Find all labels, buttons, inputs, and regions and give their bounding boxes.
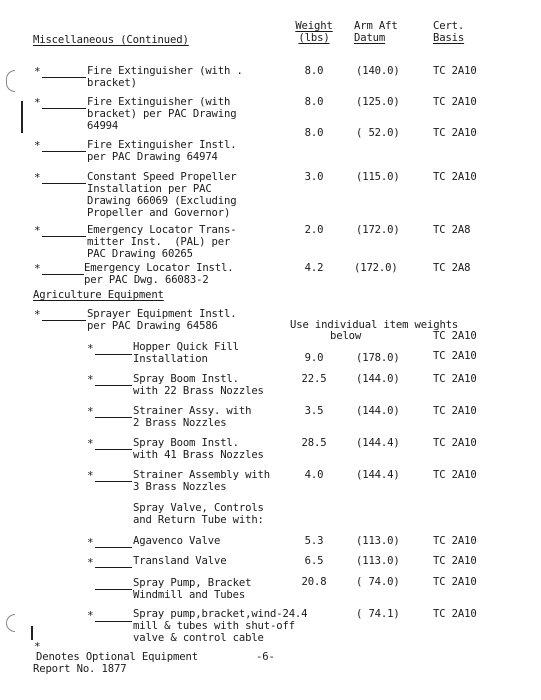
item-cert: TC 2A10 — [433, 437, 477, 449]
item-description: Propeller and Governor) — [87, 207, 231, 219]
item-arm: ( 74.1) — [356, 608, 400, 620]
item-description: Drawing 66069 (Excluding — [87, 195, 237, 207]
item-arm: (115.0) — [356, 171, 400, 183]
item-arm: (172.0) — [354, 262, 398, 274]
column-header-basis: Basis — [433, 32, 465, 44]
item-description: with 41 Brass Nozzles — [133, 449, 264, 461]
item-arm: (140.0) — [356, 65, 400, 77]
report-number: Report No. 1877 — [33, 663, 127, 675]
item-description: Fire Extinguisher (with . — [87, 65, 243, 77]
item-arm: (144.4) — [356, 469, 400, 481]
item-weight: 8.0 — [304, 96, 324, 108]
item-weight: 8.0 — [304, 127, 324, 139]
entry-blank-line — [95, 354, 132, 355]
optional-asterisk: * — [34, 224, 41, 237]
item-description: Installation — [133, 353, 208, 365]
margin-change-bar — [21, 101, 23, 133]
optional-asterisk: * — [34, 65, 41, 78]
page-number: -6- — [256, 651, 275, 663]
item-description: Spray pump,bracket,wind-24.4 — [133, 608, 308, 620]
item-cert: TC 2A10 — [433, 96, 477, 108]
item-arm: (113.0) — [356, 535, 400, 547]
item-weight: 5.3 — [304, 535, 324, 547]
item-cert: TC 2A10 — [433, 350, 477, 362]
item-description: bracket) per PAC Drawing — [87, 108, 237, 120]
item-description: Spray Boom Instl. — [133, 437, 239, 449]
item-weight: 4.2 — [304, 262, 324, 274]
item-weight: 6.5 — [304, 555, 324, 567]
column-header-datum: Datum — [354, 32, 386, 44]
margin-bracket-mark — [6, 70, 15, 92]
optional-asterisk: * — [34, 308, 41, 321]
item-description: per PAC Drawing 64586 — [87, 320, 218, 332]
entry-blank-line — [95, 621, 132, 622]
item-cert: TC 2A10 — [433, 469, 477, 481]
item-weight: 22.5 — [301, 373, 327, 385]
item-weight: 8.0 — [304, 65, 324, 77]
item-description: per PAC Drawing 64974 — [87, 151, 218, 163]
item-description: Agavenco Valve — [133, 535, 221, 547]
item-cert: TC 2A10 — [433, 405, 477, 417]
column-header-weight: Weight — [295, 20, 333, 32]
item-description: 3 Brass Nozzles — [133, 481, 227, 493]
optional-asterisk: * — [87, 536, 94, 549]
item-description: Strainer Assy. with — [133, 405, 252, 417]
item-arm: (144.0) — [356, 373, 400, 385]
entry-blank-line — [42, 151, 86, 152]
item-description: Emergency Locator Instl. — [84, 262, 234, 274]
item-description: per PAC Dwg. 66083-2 — [84, 274, 209, 286]
item-description: bracket) — [87, 77, 137, 89]
margin-bracket-mark — [6, 614, 15, 632]
section-title-miscellaneous: Miscellaneous (Continued) — [33, 34, 189, 46]
item-description: Sprayer Equipment Instl. — [87, 308, 237, 320]
entry-blank-line — [42, 77, 86, 78]
item-description: Fire Extinguisher (with — [87, 96, 231, 108]
item-description: mill & tubes with shut-off — [133, 620, 295, 632]
item-cert: TC 2A10 — [433, 608, 477, 620]
item-arm: (178.0) — [356, 352, 400, 364]
item-description: with 22 Brass Nozzles — [133, 385, 264, 397]
item-cert: TC 2A10 — [433, 65, 477, 77]
entry-blank-line — [95, 481, 132, 482]
item-arm: (144.4) — [356, 437, 400, 449]
weights-note: Use individual item weights — [290, 319, 459, 331]
footer-note: Denotes Optional Equipment — [36, 651, 198, 663]
item-description: Emergency Locator Trans- — [87, 224, 237, 236]
optional-asterisk: * — [34, 171, 41, 184]
item-cert: TC 2A8 — [433, 224, 471, 236]
group-heading: Spray Valve, Controls — [133, 502, 264, 514]
entry-blank-line — [42, 274, 84, 275]
item-arm: (113.0) — [356, 555, 400, 567]
item-arm: (144.0) — [356, 405, 400, 417]
item-weight: 4.0 — [304, 469, 324, 481]
entry-blank-line — [95, 417, 132, 418]
footer-asterisk: * — [34, 640, 41, 653]
item-description: PAC Drawing 60265 — [87, 248, 193, 260]
entry-blank-line — [95, 449, 132, 450]
item-weight: 28.5 — [301, 437, 327, 449]
optional-asterisk: * — [87, 556, 94, 569]
item-description: valve & control cable — [133, 632, 264, 644]
optional-asterisk: * — [87, 609, 94, 622]
item-cert: TC 2A10 — [433, 535, 477, 547]
optional-asterisk: * — [87, 405, 94, 418]
item-cert: TC 2A8 — [433, 262, 471, 274]
entry-blank-line — [95, 547, 132, 548]
item-cert: TC 2A10 — [433, 127, 477, 139]
section-title-agriculture: Agriculture Equipment — [33, 289, 164, 301]
item-description: 2 Brass Nozzles — [133, 417, 227, 429]
entry-blank-line — [42, 108, 86, 109]
entry-blank-line — [42, 183, 86, 184]
item-description: Fire Extinguisher Instl. — [87, 139, 237, 151]
weights-note: below — [330, 330, 362, 342]
entry-blank-line — [95, 567, 132, 568]
optional-asterisk: * — [87, 342, 94, 355]
optional-asterisk: * — [87, 437, 94, 450]
item-cert: TC 2A10 — [433, 330, 477, 342]
item-cert: TC 2A10 — [433, 555, 477, 567]
item-description: Spray Boom Instl. — [133, 373, 239, 385]
item-cert: TC 2A10 — [433, 576, 477, 588]
item-cert: TC 2A10 — [433, 373, 477, 385]
optional-asterisk: * — [87, 373, 94, 386]
entry-blank-line — [95, 385, 132, 386]
item-arm: (125.0) — [356, 96, 400, 108]
column-header-cert: Cert. — [433, 20, 465, 32]
item-description: mitter Inst. (PAL) per — [87, 236, 231, 248]
entry-blank-line — [95, 589, 132, 590]
item-description: Installation per PAC — [87, 183, 212, 195]
item-arm: (172.0) — [356, 224, 400, 236]
entry-blank-line — [42, 236, 86, 237]
item-description: Transland Valve — [133, 555, 227, 567]
optional-asterisk: * — [34, 96, 41, 109]
column-header-arm: Arm Aft — [354, 20, 398, 32]
item-arm: ( 52.0) — [356, 127, 400, 139]
entry-blank-line — [42, 320, 86, 321]
item-weight: 9.0 — [304, 352, 324, 364]
item-description: Hopper Quick Fill — [133, 341, 239, 353]
item-description: Spray Pump, Bracket — [133, 577, 252, 589]
item-weight: 3.5 — [304, 405, 324, 417]
item-description: Strainer Assembly with — [133, 469, 271, 481]
item-arm: ( 74.0) — [356, 576, 400, 588]
item-description: Constant Speed Propeller — [87, 171, 237, 183]
margin-change-bar — [31, 626, 33, 640]
item-weight: 20.8 — [301, 576, 327, 588]
item-weight: 2.0 — [304, 224, 324, 236]
group-heading: and Return Tube with: — [133, 514, 264, 526]
item-description: 64994 — [87, 120, 119, 132]
optional-asterisk: * — [34, 262, 41, 275]
item-weight: 3.0 — [304, 171, 324, 183]
column-header-weight-unit: (lbs) — [298, 32, 330, 44]
item-cert: TC 2A10 — [433, 171, 477, 183]
optional-asterisk: * — [34, 139, 41, 152]
item-description: Windmill and Tubes — [133, 589, 246, 601]
optional-asterisk: * — [87, 469, 94, 482]
